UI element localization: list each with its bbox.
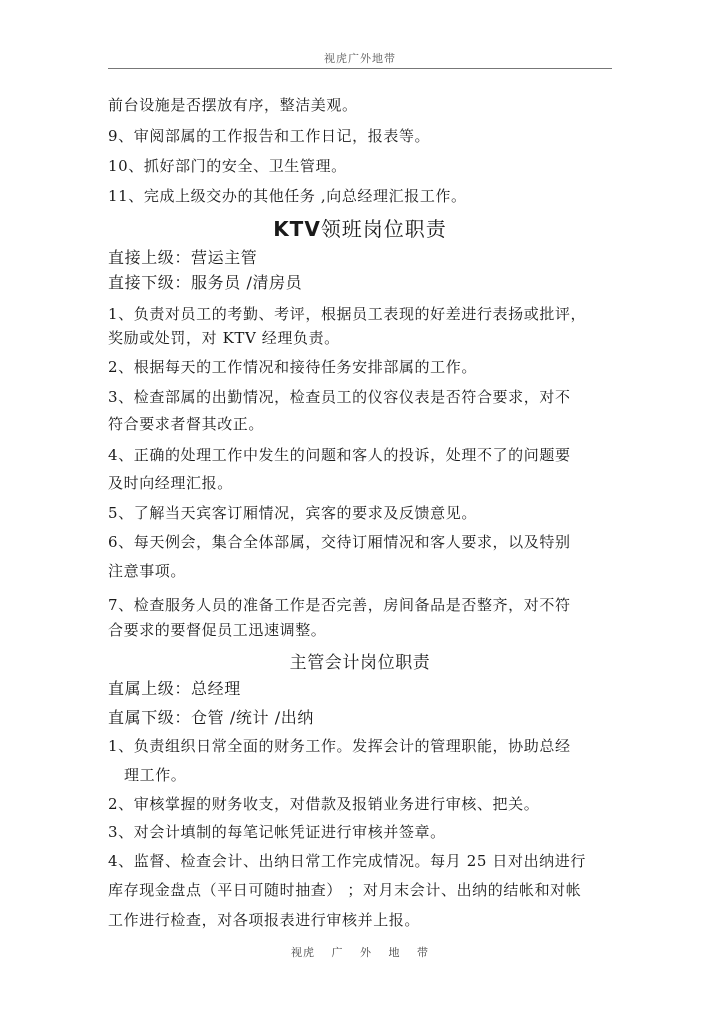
accounting-item-line: 工作进行检查，对各项报表进行审核并上报。 xyxy=(108,911,421,929)
ktv-item-line: 合要求的要督促员工迅速调整。 xyxy=(108,621,327,639)
ktv-section-title xyxy=(0,213,720,242)
header-rule xyxy=(108,68,612,69)
page-footer: 视虎 广 外 地 带 xyxy=(291,946,429,959)
ktv-subordinate: 直接下级：服务员 /清房员 xyxy=(108,273,303,292)
ktv-item-line: 符合要求者督其改正。 xyxy=(108,415,265,433)
ktv-item-line: 5、了解当天宾客订厢情况，宾客的要求及反馈意见。 xyxy=(108,504,477,522)
accounting-item-line: 3、对会计填制的每笔记帐凭证进行审核并签章。 xyxy=(108,823,446,841)
ktv-item-line: 4、正确的处理工作中发生的问题和客人的投诉，处理不了的问题要 xyxy=(108,446,571,464)
accounting-superior: 直属上级：总经理 xyxy=(108,679,241,698)
ktv-item-line: 奖励或处罚，对 KTV 经理负责。 xyxy=(108,329,340,347)
ktv-title-prefix: KTV xyxy=(273,217,321,241)
ktv-item-line: 7、检查服务人员的准备工作是否完善，房间备品是否整齐，对不符 xyxy=(108,596,571,614)
ktv-item-line: 及时向经理汇报。 xyxy=(108,474,233,492)
text-line: 前台设施是否摆放有序，整洁美观。 xyxy=(108,96,358,114)
accounting-item-line: 库存现金盘点（平日可随时抽查） ；对月末会计、出纳的结帐和对帐 xyxy=(108,881,582,899)
accounting-item-line: 理工作。 xyxy=(124,766,187,784)
accounting-item-line: 2、审核掌握的财务收支，对借款及报销业务进行审核、把关。 xyxy=(108,795,540,813)
text-line: 10、抓好部门的安全、卫生管理。 xyxy=(108,157,347,175)
accounting-section-title: 主管会计岗位职责 xyxy=(289,653,431,673)
accounting-item-line: 1、负责组织日常全面的财务工作。发挥会计的管理职能，协助总经 xyxy=(108,737,571,755)
page-header: 视虎广外地带 xyxy=(324,52,396,65)
text-line: 9、审阅部属的工作报告和工作日记，报表等。 xyxy=(108,127,431,145)
text-line: 11、完成上级交办的其他任务 ,向总经理汇报工作。 xyxy=(108,187,467,205)
accounting-subordinate: 直属下级：仓管 /统计 /出纳 xyxy=(108,708,314,727)
ktv-item-line: 1、负责对员工的考勤、考评，根据员工表现的好差进行表扬或批评， xyxy=(108,305,587,323)
ktv-item-line: 注意事项。 xyxy=(108,562,187,580)
ktv-item-line: 2、根据每天的工作情况和接待任务安排部属的工作。 xyxy=(108,358,477,376)
ktv-title-suffix: 领班岗位职责 xyxy=(320,217,447,241)
ktv-item-line: 3、检查部属的出勤情况，检查员工的仪容仪表是否符合要求，对不 xyxy=(108,388,571,406)
ktv-item-line: 6、每天例会，集合全体部属，交待订厢情况和客人要求，以及特别 xyxy=(108,533,571,551)
accounting-item-line: 4、监督、检查会计、出纳日常工作完成情况。每月 25 日对出纳进行 xyxy=(108,852,586,870)
ktv-superior: 直接上级：营运主管 xyxy=(108,248,258,267)
